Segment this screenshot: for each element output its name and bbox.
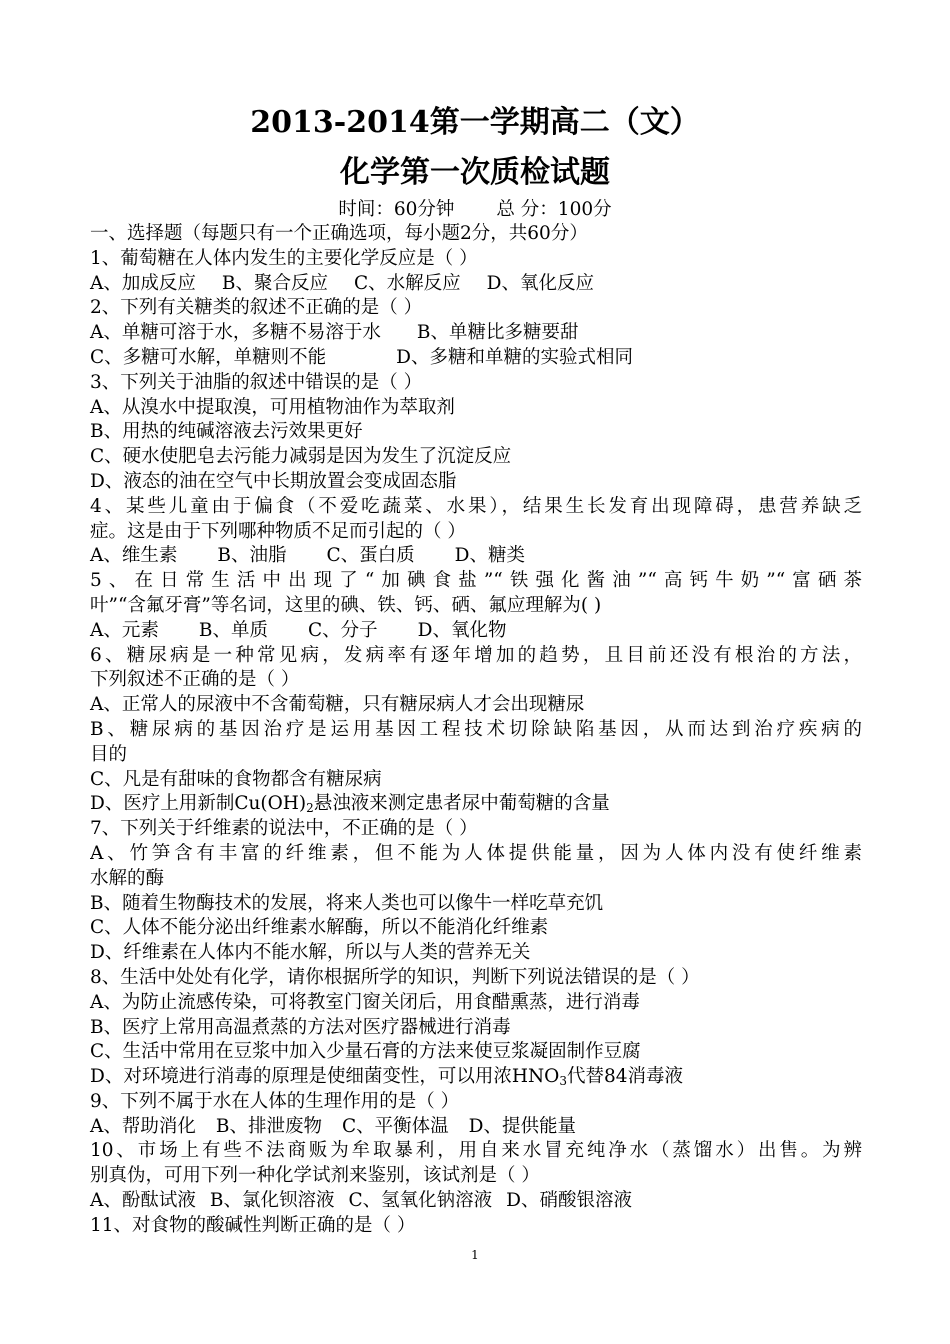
answer-option[interactable]: D、氧化物 (417, 619, 507, 641)
answer-option[interactable]: C、平衡体温 (341, 1115, 449, 1137)
question-2-stem: 2、下列有关糖类的叙述不正确的是（ ） (90, 297, 423, 319)
answer-option[interactable]: D、纤维素在人体内不能水解，所以与人类的营养无关 (90, 942, 531, 964)
answer-option[interactable]: D、糖类 (454, 545, 525, 567)
answer-option[interactable]: D、对环境进行消毒的原理是使细菌变性，可以用浓$HNO_3$代替84消毒液 (90, 1066, 684, 1089)
page-number: 1 (471, 1248, 479, 1262)
question-1-options-row (90, 272, 862, 297)
exam-body (90, 222, 862, 1239)
answer-option[interactable]: B、聚合反应 (221, 272, 328, 294)
answer-option[interactable]: D、液态的油在空气中长期放置会变成固态脂 (90, 470, 457, 492)
answer-option[interactable]: B、糖尿病的基因治疗是运用基因工程技术切除缺陷基因，从而达到治疗疾病的 (90, 718, 862, 740)
answer-option[interactable]: B、单糖比多糖要甜 (416, 322, 579, 344)
answer-option[interactable]: B、单质 (198, 619, 268, 641)
answer-option[interactable]: B、用热的纯碱溶液去污效果更好 (90, 421, 363, 443)
answer-option[interactable]: A、从溴水中提取溴，可用植物油作为萃取剂 (90, 396, 455, 418)
question-4-stem: 症。这是由于下列哪种物质不足而引起的（ ） (90, 520, 466, 542)
question-4-stem: 4、某些儿童由于偏食（不爱吃蔬菜、水果），结果生长发育出现障碍，患营养缺乏 (90, 495, 862, 517)
answer-option[interactable]: D、氧化反应 (486, 272, 594, 294)
question-5-options-row (90, 619, 862, 644)
answer-option[interactable]: B、氯化钡溶液 (209, 1190, 335, 1212)
answer-option[interactable]: C、硬水使肥皂去污能力减弱是因为发生了沉淀反应 (90, 446, 512, 468)
answer-option[interactable]: B、随着生物酶技术的发展，将来人类也可以像牛一样吃草充饥 (90, 892, 604, 914)
question-5-stem: 5、在日常生活中出现了“加碘食盐”“铁强化酱油”“高钙牛奶”“富硒茶 (90, 570, 862, 592)
answer-option[interactable]: C、生活中常用在豆浆中加入少量石膏的方法来使豆浆凝固制作豆腐 (90, 1041, 641, 1063)
question-1-stem: 1、葡萄糖在人体内发生的主要化学反应是（ ） (90, 247, 478, 269)
exam-title-line1: 2013-2014第一学期高二（文） (250, 105, 700, 140)
question-3-stem: 3、下列关于油脂的叙述中错误的是（ ） (90, 371, 423, 393)
question-4-options-row (90, 544, 862, 569)
question-10-stem: 10、市场上有些不法商贩为牟取暴利，用自来水冒充纯净水（蒸馏水）出售。为辨 (90, 1140, 862, 1162)
question-10-options-row (90, 1189, 862, 1214)
question-6-stem: 6、糖尿病是一种常见病，发病率有逐年增加的趋势，且目前还没有根治的方法， (90, 644, 862, 666)
question-10-stem: 别真伪，可用下列一种化学试剂来鉴别，该试剂是（ ） (90, 1165, 540, 1187)
question-9-stem: 9、下列不属于水在人体的生理作用的是（ ） (90, 1090, 460, 1112)
question-6-stem: 下列叙述不正确的是（ ） (90, 669, 300, 691)
answer-option[interactable]: C、水解反应 (353, 272, 461, 294)
answer-option[interactable]: C、凡是有甜味的食物都含有糖尿病 (90, 768, 382, 790)
question-7-stem: 7、下列关于纤维素的说法中，不正确的是（ ） (90, 818, 478, 840)
answer-option[interactable]: B、排泄废物 (215, 1115, 322, 1137)
answer-option[interactable]: D、多糖和单糖的实验式相同 (396, 346, 633, 368)
answer-option[interactable]: C、多糖可水解，单糖则不能 D、多糖和单糖的实验式相同 (90, 346, 862, 371)
answer-option[interactable]: C、分子 (307, 619, 378, 641)
section-heading: 一、选择题（每题只有一个正确选项，每小题2分，共60分） (90, 223, 588, 244)
answer-option[interactable]: C、氢氧化钠溶液 (348, 1190, 493, 1212)
answer-option[interactable]: A、加成反应 (90, 272, 196, 294)
answer-option: 水解的酶 (90, 867, 165, 889)
answer-option[interactable]: A、为防止流感传染，可将教室门窗关闭后，用食醋熏蒸，进行消毒 (90, 991, 640, 1013)
question-9-options-row (90, 1115, 862, 1140)
question-5-stem: 叶”“含氟牙膏”等名词，这里的碘、铁、钙、硒、氟应理解为( ) (90, 594, 602, 616)
answer-option[interactable]: A、帮助消化 (90, 1115, 196, 1137)
exam-title-line2: 化学第一次质检试题 (340, 155, 610, 190)
answer-option[interactable]: A、单糖可溶于水，多糖不易溶于水 B、单糖比多糖要甜 (90, 321, 862, 346)
answer-option[interactable]: B、医疗上常用高温煮蒸的方法对医疗器械进行消毒 (90, 1016, 511, 1038)
answer-option[interactable]: B、油脂 (217, 545, 287, 567)
question-11-stem: 11、对食物的酸碱性判断正确的是（ ） (90, 1214, 416, 1236)
answer-option[interactable]: D、硝酸银溶液 (506, 1190, 632, 1212)
answer-option[interactable]: A、维生素 (90, 545, 178, 567)
answer-option[interactable]: A、正常人的尿液中不含葡萄糖，只有糖尿病人才会出现糖尿 (90, 694, 585, 716)
answer-option: 目的 (90, 743, 128, 765)
question-8-stem: 8、生活中处处有化学，请你根据所学的知识，判断下列说法错误的是（ ） (90, 966, 700, 988)
exam-meta (0, 198, 950, 222)
answer-option[interactable]: C、蛋白质 (326, 545, 415, 567)
answer-option[interactable]: C、人体不能分泌出纤维素水解酶，所以不能消化纤维素 (90, 917, 549, 939)
exam-time: 时间：60分钟 (338, 199, 455, 220)
answer-option[interactable]: A、酚酞试液 (90, 1190, 196, 1212)
answer-option[interactable]: D、提供能量 (468, 1115, 576, 1137)
answer-option[interactable]: A、元素 (90, 619, 159, 641)
answer-option[interactable]: A、竹笋含有丰富的纤维素，但不能为人体提供能量，因为人体内没有使纤维素 (90, 842, 862, 864)
exam-total-score: 总 分：100分 (496, 199, 612, 220)
answer-option[interactable]: D、医疗上用新制$Cu(OH)_2$悬浊液来测定患者尿中葡萄糖的含量 (90, 793, 610, 816)
